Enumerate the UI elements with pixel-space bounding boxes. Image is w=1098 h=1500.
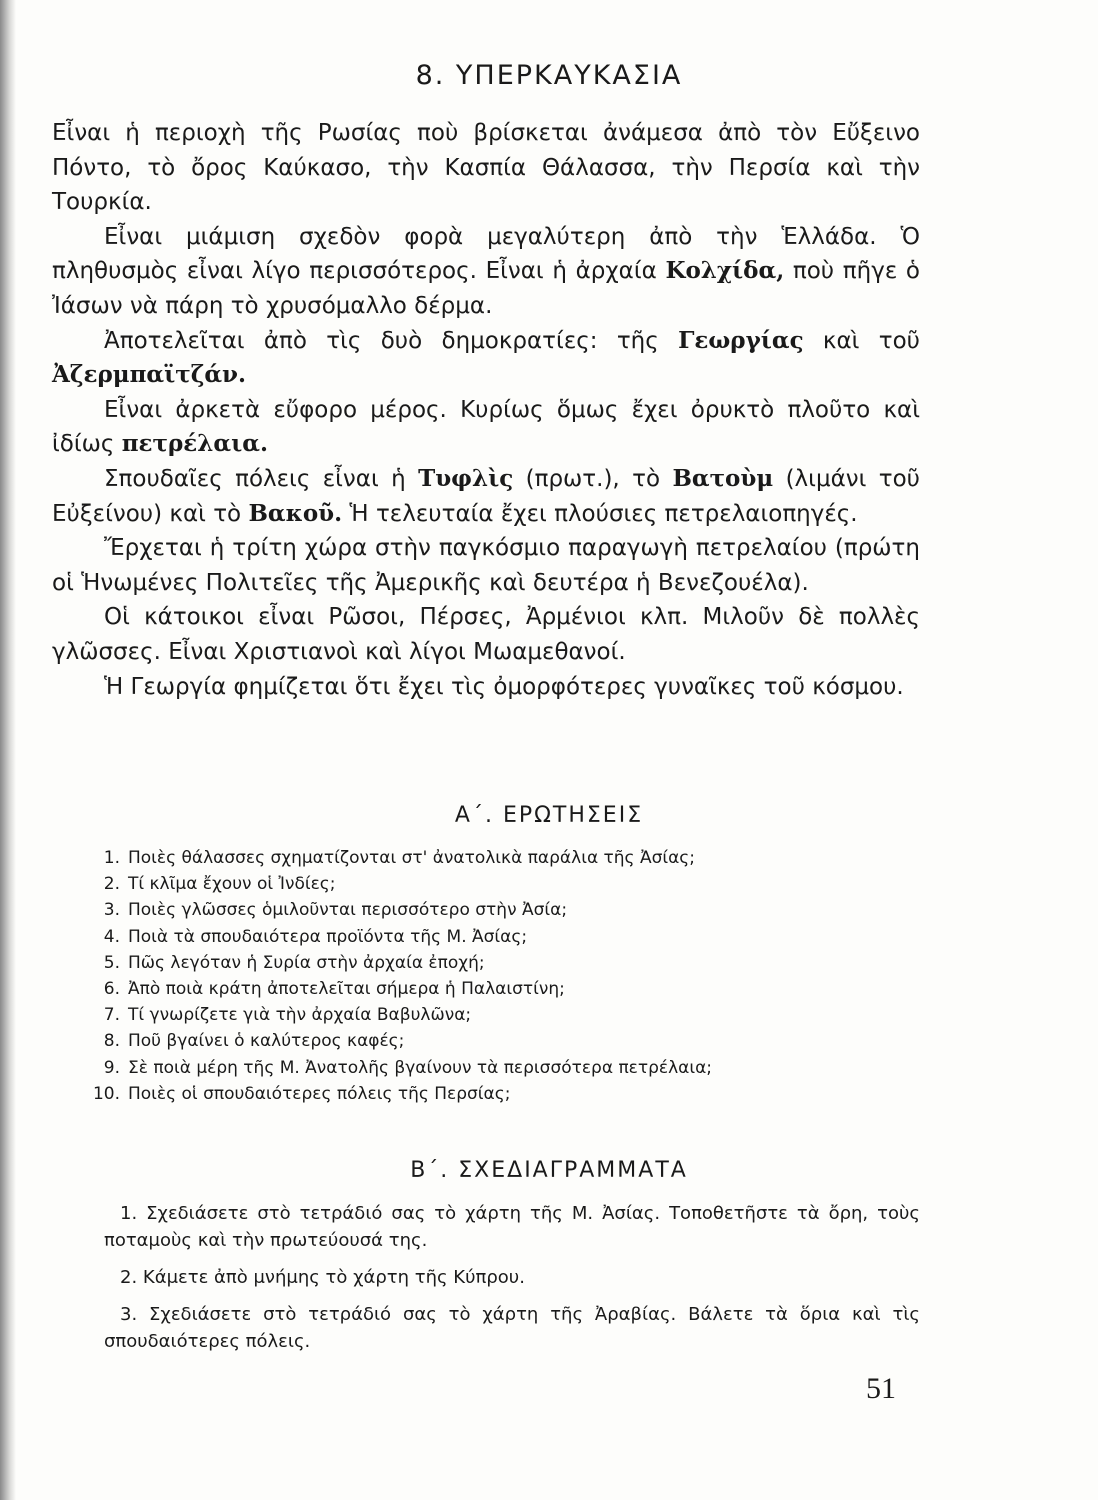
- question-number: 3.: [103, 900, 120, 921]
- question-number: 4.: [103, 926, 120, 947]
- term-petroleum: πετρέλαια.: [121, 430, 268, 458]
- question-item: [80, 1028, 940, 1054]
- question-item: [80, 976, 940, 1002]
- sketch-item: 3. Σχεδιάσετε στὸ τετράδιό σας τὸ χάρτη τῆς Ἀραβίας. Βάλετε τὰ ὅρια καὶ τὶς σπουδαιότερες πόλεις.: [104, 1304, 920, 1352]
- paragraph-8: [52, 670, 920, 705]
- question-item: [80, 1002, 940, 1028]
- place-kolchis: Κολχίδα,: [665, 257, 785, 285]
- question-item: [80, 1081, 940, 1107]
- question-text: Πῶς λεγόταν ἡ Συρία στὴν ἀρχαία ἐποχή;: [128, 952, 485, 973]
- question-item: [80, 1055, 940, 1081]
- question-number: 2.: [103, 874, 120, 895]
- question-number: 10.: [92, 1083, 120, 1104]
- paragraph-3-text-b: καὶ τοῦ: [803, 327, 920, 354]
- question-number: 9.: [103, 1057, 120, 1078]
- city-baku: Βακοῦ.: [248, 499, 343, 527]
- paragraph-5-text-a: Σπουδαῖες πόλεις εἶναι ἡ: [104, 465, 419, 492]
- question-text: Ποιὲς θάλασσες σχηματίζονται στ' ἀνατολικὰ παράλια τῆς Ἀσίας;: [128, 848, 696, 868]
- chapter-body: [52, 116, 920, 704]
- question-number: 7.: [103, 1005, 120, 1026]
- question-text: Ποῦ βγαίνει ὁ καλύτερος καφές;: [128, 1031, 405, 1052]
- paragraph-3-text-a: Ἀποτελεῖται ἀπὸ τὶς δυὸ δημοκρατίες: τῆς: [104, 327, 679, 354]
- question-item: [80, 871, 940, 897]
- chapter-title: 8. ΥΠΕΡΚΑΥΚΑΣΙΑ: [415, 60, 683, 91]
- paragraph-2: [52, 220, 920, 324]
- question-text: Τί γνωρίζετε γιὰ τὴν ἀρχαία Βαβυλῶνα;: [128, 1005, 472, 1026]
- place-georgia: Γεωργίας: [678, 326, 804, 354]
- question-text: Ποιὲς οἱ σπουδαιότερες πόλεις τῆς Περσίας;: [128, 1083, 511, 1104]
- question-text: Ποιὲς γλῶσσες ὁμιλοῦνται περισσότερο στὴν Ἀσία;: [128, 900, 568, 921]
- question-item: [80, 897, 940, 923]
- paragraph-1-text: Εἶναι ἡ περιοχὴ τῆς Ρωσίας ποὺ βρίσκεται ἀνάμεσα ἀπὸ τὸν Εὔξεινο Πόντο, τὸ ὄρος Καύκασο, τὴν Κασπία Θάλασσα, τὴν Περσία καὶ τὴν Τουρκία.: [52, 120, 920, 216]
- question-number: 1.: [103, 848, 120, 868]
- questions-heading: Α΄. ΕΡΩΤΗΣΕΙΣ: [454, 803, 644, 828]
- city-tiflis: Τυφλὶς: [418, 464, 514, 492]
- paragraph-2-text-a: Εἶναι μιάμιση σχεδὸν φορὰ μεγαλύτερη ἀπὸ τὴν Ἑλλάδα. Ὁ πληθυσμὸς εἶναι λίγο περισσότερος. Εἶναι ἡ ἀρχαία: [52, 223, 920, 285]
- question-text: Ἀπὸ ποιὰ κράτη ἀποτελεῖται σήμερα ἡ Παλαιστίνη;: [128, 979, 565, 1000]
- question-item: [80, 845, 940, 871]
- sketches-heading: Β΄. ΣΧΕΔΙΑΓΡΑΜΜΑΤΑ: [410, 1158, 688, 1183]
- paragraph-6: [52, 531, 920, 600]
- city-batum: Βατοὺμ: [672, 464, 774, 492]
- sketch-item: 2. Κάμετε ἀπὸ μνήμης τὸ χάρτη τῆς Κύπρου.: [120, 1267, 525, 1288]
- paragraph-2-text-b: ποὺ πῆγε ὁ Ἰάσων νὰ πάρη τὸ χρυσόμαλλο δέρμα.: [52, 258, 920, 319]
- paragraph-7-text: Οἱ κάτοικοι εἶναι Ρῶσοι, Πέρσες, Ἀρμένιοι κλπ. Μιλοῦν δὲ πολλὲς γλῶσσες. Εἶναι Χριστιανοὶ καὶ λίγοι Μωαμεθανοί.: [52, 604, 920, 665]
- paragraph-5: [52, 462, 920, 531]
- paragraph-4-text: Εἶναι ἀρκετὰ εὔφορο μέρος. Κυρίως ὅμως ἔχει ὀρυκτὸ πλοῦτο καὶ ἰδίως: [52, 396, 920, 458]
- paragraph-1: [52, 116, 920, 220]
- question-number: 6.: [103, 979, 120, 1000]
- paragraph-5-text-b: (πρωτ.), τὸ: [513, 465, 673, 492]
- questions-list: [80, 845, 940, 1107]
- paragraph-5-text-c: (λιμάνι τοῦ Εὐξείνου) καὶ τὸ: [52, 465, 920, 527]
- paragraph-4: [52, 393, 920, 462]
- question-text: Ποιὰ τὰ σπουδαιότερα προϊόντα τῆς Μ. Ἀσίας;: [128, 926, 528, 947]
- page-number: 51: [866, 1372, 896, 1405]
- sketch-item: 1. Σχεδιάσετε στὸ τετράδιό σας τὸ χάρτη τῆς Μ. Ἀσίας. Τοποθετῆστε τὰ ὄρη, τοὺς ποταμοὺς καὶ τὴν πρωτεύουσά της.: [104, 1203, 920, 1251]
- question-item: [80, 924, 940, 950]
- paragraph-7: [52, 600, 920, 669]
- paragraph-8-text: Ἡ Γεωργία φημίζεται ὅτι ἔχει τὶς ὀμορφότερες γυναῖκες τοῦ κόσμου.: [104, 673, 904, 700]
- question-text: Τί κλῖμα ἔχουν οἱ Ἰνδίες;: [128, 874, 336, 895]
- question-number: 5.: [103, 952, 120, 973]
- place-azerbaijan: Ἀζερμπαϊτζάν.: [52, 361, 247, 389]
- question-text: Σὲ ποιὰ μέρη τῆς Μ. Ἀνατολῆς βγαίνουν τὰ περισσότερα πετρέλαια;: [128, 1057, 713, 1078]
- question-item: [80, 950, 940, 976]
- paragraph-3: [52, 324, 920, 393]
- paragraph-6-text: Ἔρχεται ἡ τρίτη χώρα στὴν παγκόσμιο παραγωγὴ πετρελαίου (πρώτη οἱ Ἡνωμένες Πολιτεῖες τῆς Ἀμερικῆς καὶ δευτέρα ἡ Βενεζουέλα).: [52, 535, 920, 596]
- paragraph-5-text-d: Ἡ τελευταία ἔχει πλούσιες πετρελαιοπηγές.: [342, 500, 858, 527]
- sketches-list: [104, 1200, 920, 1365]
- question-number: 8.: [103, 1031, 120, 1052]
